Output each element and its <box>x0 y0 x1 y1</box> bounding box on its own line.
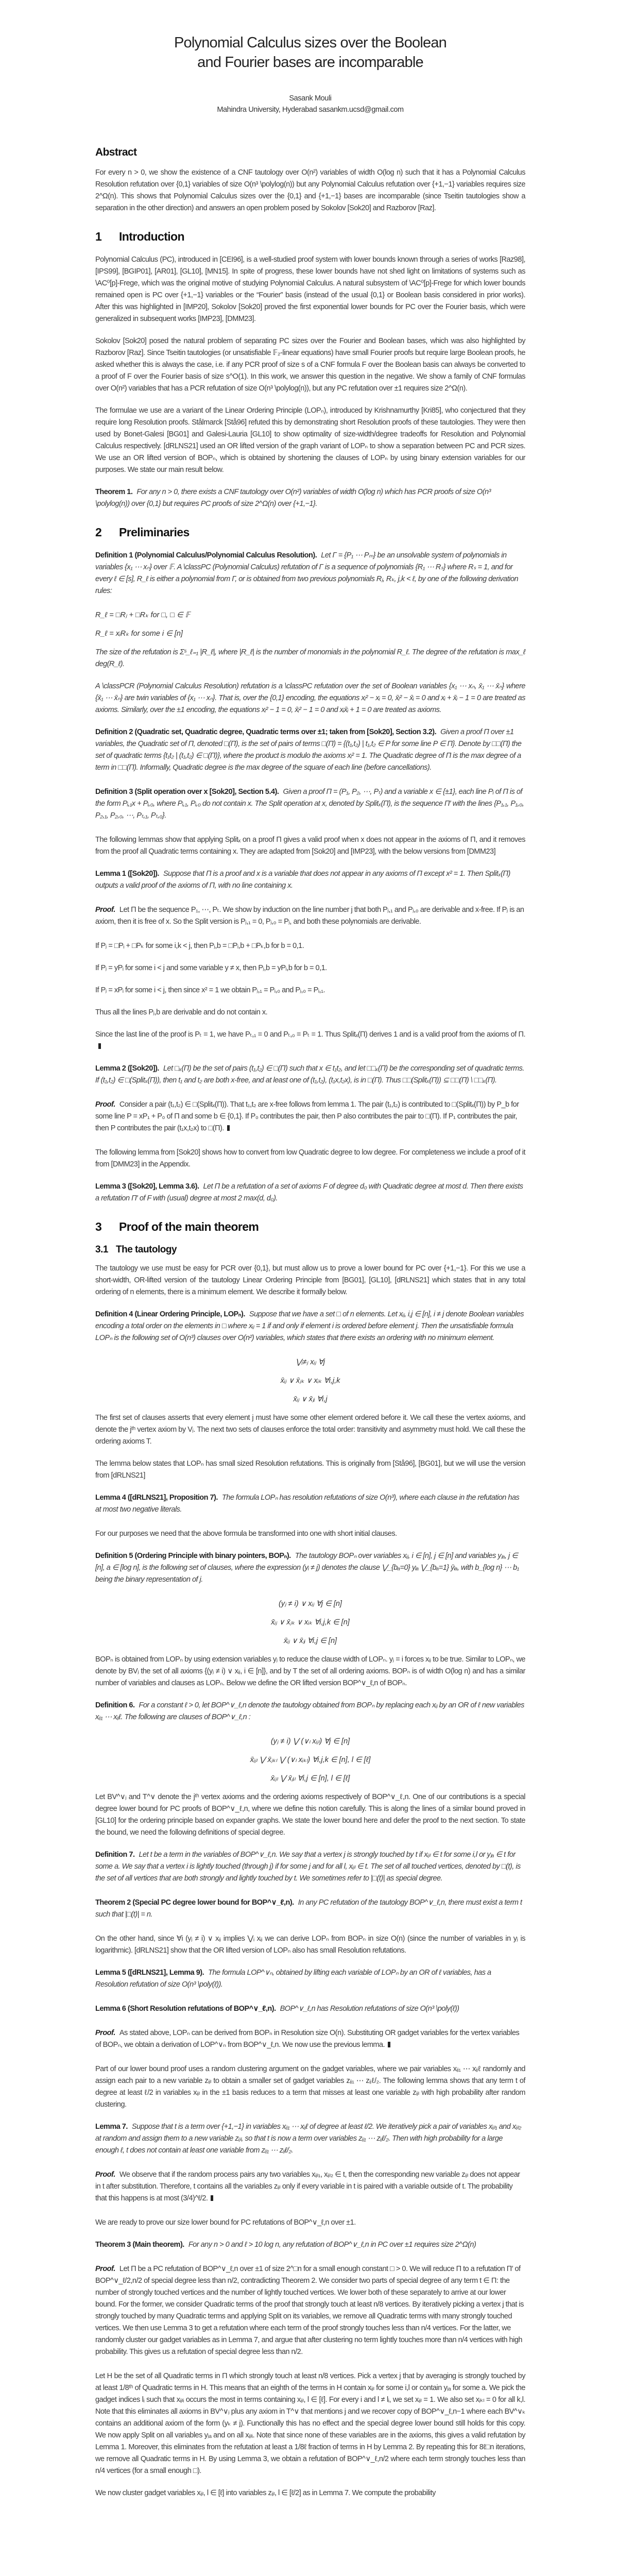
theorem-block <box>95 2003 525 2015</box>
theorem-block <box>95 1897 525 1921</box>
title-line: Polynomial Calculus sizes over the Boolean <box>174 35 447 51</box>
proof-block <box>95 2169 525 2205</box>
section-title: Introduction <box>119 230 184 243</box>
block-text: For any n > 0 and ℓ > 10 log n, any refutation of BOP^∨_ℓ,n in PC over ±1 requires size 2^Ω(n) <box>188 2241 476 2249</box>
section-title: The tautology <box>116 1244 177 1255</box>
paragraph: Sokolov [Sok20] posed the natural problem of separating PC sizes over the Fourier and Boolean bases, which was also highlighted by Razborov [Raz]. Since Tseitin tautologies (or unsatisfiable 𝔽₂-linear equations) have small Fourier proofs but require large Boolean proofs, he asked whether this is always the case, i.e. if any PCR proof of size s of a CNF formula F over the Boolean basis can always be converted to a proof of F over the Fourier basis of size s^O(1). In this work, we answer this question in the negative. We show a family of CNF formulas over O(n²) variables that has a PCR refutation of size O(n³ \polylog(n)), but any PC refutation over ±1 requires size 2^Ω(n). <box>95 337 525 393</box>
display-equation: x̄ᵢⱼₗ ⋁ x̄ⱼₖₗ ⋁ (∨ₗ xᵢₖₗ) ∀i,j,k ∈ [n], l ∈ [ℓ] <box>250 1756 371 1764</box>
block-text: Let □ₓ(Π) be the set of pairs (t₁,t₂) ∈ □(Π) such that x ∈ t₁t₂, and let □□ₓ(Π) be the corresponding set of quadratic terms. If (t₁,t₂) ∈ □(Splitₓ(Π)), then t₁ and t₂ are both x-free, and at least one of (t₁,t₂), (t₁x,t₂x), is in □(Π). Thus □□(Splitₓ(Π)) ⊆ □□(Π) \ □□ₓ(Π). <box>95 1064 524 1084</box>
block-text: Suppose that we have a set □ of n elements. Let xᵢⱼ, i,j ∈ [n], i ≠ j denote Boolean variables encoding a total order on the elements in □ where xᵢⱼ = 1 if and only if element i is ordered before element j. Then the unsatisfiable formula LOPₙ is the following set of O(n³) clauses over O(n²) variables, which states that there exists an ordering with no minimum element. <box>95 1310 524 1342</box>
paper-body <box>95 167 525 2499</box>
paragraph: The tautology we use must be easy for PCR over {0,1}, but must allow us to prove a lower bound for PC over {+1,−1}. For this we use a short-width, OR-lifted version of the tautology Linear Ordering Principle from [BG01], [GL10], [dRLNS21] which states that in any total ordering of n elements, there is a minimum element. We describe it formally below. <box>95 1264 525 1296</box>
author-affiliation: Mahindra University, Hyderabad sasankm.ucsd@gmail.com <box>217 106 404 114</box>
section-number: 2 <box>95 526 102 539</box>
qed-mark <box>227 1125 230 1131</box>
block-label: Theorem 1. <box>95 488 133 496</box>
block-label: Definition 7. <box>95 1851 135 1859</box>
display-equation: x̄ᵢⱼₗ ⋁ x̄ⱼᵢₗ ∀i,j ∈ [n], l ∈ [ℓ] <box>270 1774 350 1783</box>
block-label: Lemma 5 ([dRLNS21], Lemma 9). <box>95 1969 204 1977</box>
paragraph: We now cluster gadget variables xᵢⱼₗ, l ∈ [ℓ] into variables zᵢⱼₗ, l ∈ [ℓ/2] as in Lemma 7. We compute the probability <box>95 2489 436 2497</box>
paragraph: Polynomial Calculus (PC), introduced in [CEI96], is a well-studied proof system with lower bounds known through a series of works [Raz98], [IPS99], [BGIP01], [AR01], [GL10], [MN15]. In spite of progress, these lower bounds have not shed light on limitations of systems such as \AC⁰[p]-Frege, which was the original motive of studying Polynomial Calculus. A natural subsystem of \AC⁰[p]-Frege for which lower bounds remained open is PC over {+1,−1} variables or the “Fourier” basis (instead of the usual {0,1} or Boolean basis considered in prior works). After this was highlighted in [IMP20], Sokolov [Sok20] proved the first exponential lower bounds for PC over the Fourier basis, which were generalized in subsequent works [IMP23], [DMM23]. <box>95 256 525 323</box>
display-equation: x̄ᵢⱼ ∨ x̄ⱼᵢ ∀i,j <box>293 1395 328 1403</box>
section-title: Preliminaries <box>119 526 190 539</box>
paper-title <box>95 33 525 72</box>
paragraph-italic: A \classPCR (Polynomial Calculus Resolution) refutation is a \classPC refutation over the set of Boolean variables {x₁ ⋯ xₙ, x̄₁ ⋯ x̄ₙ} where {x̄₁ ⋯ x̄ₙ} are twin variables of {x₁ ⋯ xₙ}. That is, over the {0,1} encoding, the equations xᵢ² − xᵢ = 0, x̄ᵢ² − x̄ᵢ = 0 and xᵢ + x̄ᵢ − 1 = 0 are treated as axioms. Similarly, over the ±1 encoding, the equations xᵢ² − 1 = 0, x̄ᵢ² − 1 = 0 and xᵢx̄ᵢ + 1 = 0 are treated as axioms. <box>95 682 525 714</box>
theorem-block <box>95 726 525 774</box>
block-text: As stated above, LOPₙ can be derived from BOPₙ in Resolution size O(n). Substituting OR gadget variables for the vertex variables of BOPₙ, we obtain a derivation of LOP^∨ₙ from BOP^∨_ℓ,n. We now use the previous lemma. <box>95 2029 520 2049</box>
block-text: Consider a pair (t₁,t₂) ∈ □(Splitₓ(Π)). That t₁,t₂ are x-free follows from lemma 1. The pair (t₁,t₂) is contributed to □(Splitₓ(Π)) by P_b for some line P = xP₁ + P₀ of Π and some b ∈ {0,1}. If P₀ contributes the pair, then P also contributes the pair to □(Π). If P₁ contributes the pair, then P contributes the pair (t₁x,t₂x) to □(Π). <box>95 1100 519 1132</box>
block-label: Theorem 3 (Main theorem). <box>95 2241 184 2249</box>
proof-block <box>95 2027 525 2051</box>
theorem-block <box>95 1492 525 1516</box>
qed-mark <box>211 2195 213 2201</box>
block-text: The formula LOP^∨ₙ, obtained by lifting each variable of LOPₙ by an OR of ℓ variables, has a Resolution refutation of size O(n³ \poly(ℓ)). <box>95 1969 491 1989</box>
theorem-block <box>95 1063 525 1087</box>
display-equation: x̄ᵢⱼ ∨ x̄ⱼₖ ∨ xᵢₖ ∀i,j,k ∈ [n] <box>271 1618 350 1626</box>
proof-conclusion <box>95 1029 525 1053</box>
paragraph-italic: The size of the refutation is Σˢ_ℓ₌₁ |R_ℓ|, where |R_ℓ| is the number of monomials in the polynomial R_ℓ. The degree of the refutation is max_ℓ deg(R_ℓ). <box>95 648 525 668</box>
block-text: Let Π be a refutation of a set of axioms F of degree d₀ with Quadratic degree at most d. Then there exists a refutation Π′ of F with (usual) degree at most 2 max(d, d₀). <box>95 1182 523 1202</box>
paragraph: BOPₙ is obtained from LOPₙ by using extension variables yⱼ to reduce the clause width of LOPₙ. yⱼ = i forces xᵢⱼ to be true. Similar to LOPₙ, we denote by BVⱼ the set of all axioms {(yⱼ ≠ i) ∨ xᵢⱼ, i ∈ [n]}, and by T the set of all ordering axioms. BOPₙ is of width O(log n) and has a similar number of variables and clauses as LOPₙ. Below we define the OR lifted version BOP^∨_ℓ,n of BOPₙ. <box>95 1655 525 1687</box>
paragraph: The lemma below states that LOPₙ has small sized Resolution refutations. This is originally from [Stå96], [BG01], but we will use the version from [dRLNS21] <box>95 1460 525 1480</box>
block-label: Lemma 1 ([Sok20]). <box>95 870 159 878</box>
title-line: and Fourier bases are incomparable <box>197 54 423 71</box>
block-text: Given a proof Π = (P₁, P₂, ⋯, Pₜ) and a variable x ∈ {±1}, each line Pᵢ of Π is of the form Pᵢ,₁x + Pᵢ,₀, where Pᵢ,₁, Pᵢ,₀ do not contain x. The Split operation at x, denoted by Splitₓ(Π), is the sequence Π′ with the lines {P₁,₁, P₁,₀, P₂,₁, P₂,₀, ⋯, Pₜ,₁, Pₜ,₀}. <box>95 788 524 820</box>
block-label: Definition 6. <box>95 1701 135 1709</box>
block-text: The tautology BOPₙ over variables xᵢⱼ, i ∈ [n], j ∈ [n] and variables yⱼₐ, j ∈ [n], a ∈ [log n], is the following set of clauses, where the expression (yᵢ ≠ j) denotes the clause ⋁_{bₐ=0} yᵢₐ ⋁_{bₐ=1} ȳᵢₐ, with b_{log n} ⋯ b₁ being the binary representation of j. <box>95 1552 519 1584</box>
paragraph: Let BV^∨ⱼ and T^∨ denote the jᵗʰ vertex axioms and the ordering axioms respectively of BOP^∨_ℓ,n. One of our contributions is a special degree lower bound for PC proofs of BOP^∨_ℓ,n, where we define this notion carefully. This is along the lines of a similar bound proved in [GL10] for the ordering principle based on expander graphs. We state the lower bound here and defer the proof to the next section. To state the bound, we need the following definitions of special degree. <box>95 1793 525 1837</box>
block-label: Proof. <box>95 2029 115 2037</box>
block-label: Proof. <box>95 906 115 914</box>
author-name: Sasank Mouli <box>289 94 332 103</box>
display-equation: R_ℓ = xᵢRₖ for some i ∈ [n] <box>95 630 183 638</box>
block-label: Proof. <box>95 1100 115 1109</box>
block-text: Let Γ = {P₁ ⋯ Pₘ} be an unsolvable system of polynomials in variables {x₁ ⋯ xₙ} over 𝔽. A \classPC (Polynomial Calculus) refutation of Γ is a sequence of polynomials {R₁ ⋯ Rₛ} where Rₛ = 1, and for every ℓ ∈ [s], R_ℓ is either a polynomial from Γ, or is obtained from two previous polynomials Rⱼ, Rₖ, j,k < ℓ, by one of the following derivation rules: <box>95 551 519 595</box>
theorem-block <box>95 1550 525 1586</box>
block-label: Lemma 6 (Short Resolution refutations of BOP^∨_ℓ,n). <box>95 2005 276 2013</box>
qed-mark <box>388 2042 390 2047</box>
display-equation: x̄ᵢⱼ ∨ x̄ⱼₖ ∨ xᵢₖ ∀i,j,k <box>280 1377 340 1385</box>
section-number: 3 <box>95 1220 102 1233</box>
proof-block <box>95 904 525 928</box>
block-label: Definition 5 (Ordering Principle with binary pointers, BOPₙ). <box>95 1552 291 1560</box>
section-number: 1 <box>95 230 102 243</box>
paragraph: Let H be the set of all Quadratic terms in Π which strongly touch at least n/8 vertices. Pick a vertex j that by averaging is strongly touched by at least 1/8ᵗʰ of Quadratic terms in H. This means that an eighth of the terms in H contain xᵢⱼₗ for some i,l or contain yⱼₐ for some a. We pick the gadget indices lᵢ such that xᵢⱼₗᵢ occurs the most in terms containing xᵢⱼₗ, l ∈ [ℓ]. For every i and l ≠ lᵢ, we set xᵢⱼₗ = 1. We also set xⱼₖₗ = 0 for all k,l. Note that this eliminates all axioms in BV^∨ⱼ plus any axiom in T^∨ that mentions j and we recover copy of BOP^∨_ℓ,n−1 where each BV^∨ₖ contains an additional axiom of the form (yₖ ≠ j). Functionally this has no effect and the special degree lower bound still holds for this copy. We now apply Split on all variables yⱼₐ and on all xᵢⱼₗᵢ. Note that since none of these variables are in the axioms, this gives a valid refutation by Lemma 1. Moreover, this eliminates from the refutation at least a 1/8ℓ fraction of terms in H by Lemma 2. By repeating this for 8ℓ□n iterations, we remove all Quadratic terms in H. By using Lemma 3, we obtain a refutation of BOP^∨_ℓ,n/2 where each term strongly touches less than n/4 vertices (for a small enough □). <box>95 2372 525 2475</box>
section-number: 3.1 <box>95 1244 108 1255</box>
block-text: Let Π be a PC refutation of BOP^∨_ℓ,n over ±1 of size 2^□n for a small enough constant □ > 0. We will reduce Π to a refutation Π′ of BOP^∨_ℓ/2,n/2 of special degree less than n/2, contradicting Theorem 2. We consider two parts of special degree of any term t ∈ Π: the number of strongly touched vertices and the number of lightly touched vertices. We lower both of these separately to arrive at our lower bound. For the former, we consider Quadratic terms of the proof that strongly touch at least n/8 vertices. By iteratively picking a vertex j that is strongly touched by many Quadratic terms and applying Split on its variables, we remove all Quadratic terms with many strongly touched vertices. We then use Lemma 3 to get a refutation where each term of the proof strongly touches less than n/4 vertices. For the latter, we randomly cluster our gadget variables as in Lemma 7, and argue that after clustering no term lightly touches more than n/4 vertices with high probability. This gives us a refutation of special degree less than n/2. <box>95 2265 524 2356</box>
proof-block <box>95 2263 525 2358</box>
paragraph: On the other hand, since ∀i (yⱼ ≠ i) ∨ xᵢⱼ implies ⋁ᵢ xᵢⱼ we can derive LOPₙ from BOPₙ in size O(n) (since the number of variables in yⱼ is logarithmic). [dRLNS21] show that the OR lifted version of LOPₙ also has small Resolution refutations. <box>95 1935 525 1955</box>
paragraph-text: Since the last line of the proof is Pₜ = 1, we have Pₜ,₁ = 0 and Pₜ,₀ = Pₜ = 1. Thus Splitₓ(Π) derives 1 and is a valid proof from the axioms of Π. <box>95 1030 525 1039</box>
theorem-block <box>95 2239 525 2251</box>
subsection-heading <box>95 1244 525 1256</box>
block-label: Definition 1 (Polynomial Calculus/Polynomial Calculus Resolution). <box>95 551 317 560</box>
section-heading <box>95 1220 525 1234</box>
theorem-block <box>95 486 525 510</box>
section-heading <box>95 526 525 539</box>
block-label: Lemma 4 ([dRLNS21], Proposition 7). <box>95 1494 218 1502</box>
theorem-block <box>95 868 525 892</box>
paragraph: If Pⱼ = yPᵢ for some i < j and some variable y ≠ x, then Pⱼ,b = yPᵢ,b for b = 0,1. <box>95 964 327 972</box>
theorem-block <box>95 550 525 597</box>
theorem-block <box>95 1967 525 1991</box>
display-equation: x̄ᵢⱼ ∨ x̄ⱼᵢ ∀i,j ∈ [n] <box>283 1637 337 1645</box>
block-text: Given a proof Π over ±1 variables, the Quadratic set of Π, denoted □(Π), is the set of pairs of terms □(Π) = {(t₁,t₂) | t₁,t₂ ∈ P for some line P ∈ Π}. Denote by □□(Π) the set of quadratic terms {t₁t₂ | (t₁,t₂) ∈ □(Π)}, where the product is modulo the axioms xᵢ² = 1. The Quadratic degree of Π is the max degree of a term in □□(Π). Informally, Quadratic degree is the max degree of the square of each line (before cancellations). <box>95 728 522 772</box>
block-text: In any PC refutation of the tautology BOP^∨_ℓ,n, there must exist a term t such that |□(t)| = n. <box>95 1899 522 1919</box>
paragraph: The following lemmas show that applying Splitₓ on a proof Π gives a valid proof when x does not appear in the axioms of Π, and it removes from the proof all Quadratic terms containing x. They are adapted from [Sok20] and [IMP23], with the below versions from [DMM23] <box>95 836 525 856</box>
display-equation: ⋁ᵢ≠ⱼ xᵢⱼ ∀j <box>296 1358 325 1366</box>
paper-page <box>95 0 525 2499</box>
qed-mark <box>98 1043 101 1049</box>
abstract-text: For every n > 0, we show the existence of a CNF tautology over O(n²) variables of width O(log n) such that it has a Polynomial Calculus Resolution refutation over {0,1} variables of size O(n³ \polylog(n)) but any Polynomial Calculus refutation over {+1,−1} variables requires size 2^Ω(n). This shows that Polynomial Calculus sizes over the {0,1} and {+1,−1} bases are incomparable (since Tseitin tautologies show a separation in the other direction) and answers an open problem posed by Sokolov [Sok20] and Razborov [Raz]. <box>95 168 525 212</box>
theorem-block <box>95 786 525 822</box>
block-text: We observe that if the random process pairs any two variables xᵢⱼₗ₁, xᵢⱼₗ₂ ∈ t, then the corresponding new variable zᵢⱼₗ does not appear in t after substitution. Therefore, t contains all the variables zᵢⱼₗ only if every variable in t is paired with a variable outside of t. The probability that this happens is at most (3/4)^ℓ/2. <box>95 2171 520 2202</box>
paragraph: The first set of clauses asserts that every element j must have some other element ordered before it. We call these the vertex axioms, and denote the jᵗʰ vertex axiom by Vⱼ. The next two sets of clauses enforce the total order: transitivity and asymmetry must hold. We call these the ordering axioms T. <box>95 1414 525 1446</box>
block-text: Suppose that Π is a proof and x is a variable that does not appear in any axioms of Π except x² = 1. Then Splitₓ(Π) outputs a valid proof of the axioms of Π, with no line containing x. <box>95 870 510 890</box>
paragraph: If Pⱼ = xPᵢ for some i < j, then since x² = 1 we obtain Pⱼ,₁ = Pᵢ,₀ and Pⱼ,₀ = Pᵢ,₁. <box>95 986 325 994</box>
theorem-block <box>95 1700 525 1723</box>
section-title: Proof of the main theorem <box>119 1220 259 1233</box>
block-label: Proof. <box>95 2265 115 2273</box>
block-label: Lemma 3 ([Sok20], Lemma 3.6). <box>95 1182 199 1191</box>
block-label: Definition 4 (Linear Ordering Principle, LOPₙ). <box>95 1310 245 1318</box>
block-label: Proof. <box>95 2171 115 2179</box>
block-text: Suppose that t is a term over {+1,−1} in variables xᵢⱼ₁ ⋯ xᵢⱼℓ of degree at least ℓ/2. We iteratively pick a pair of variables xᵢⱼₗ₁ and xᵢⱼₗ₂ at random and assign them to a new variable zᵢⱼₗ, so that t is now a term over variables zᵢⱼ₁ ⋯ zᵢⱼℓ/₂. Then with high probability for a large enough ℓ, t does not contain at least one variable from zᵢⱼ₁ ⋯ zᵢⱼℓ/₂. <box>95 2123 521 2155</box>
display-equation: R_ℓ = □Rⱼ + □Rₖ for □, □ ∈ 𝔽 <box>95 611 191 619</box>
paragraph: The formulae we use are a variant of the Linear Ordering Principle (LOPₙ), introduced by Krishnamurthy [Kri85], who conjectured that they require long Resolution proofs. Stålmarck [Stå96] refuted this by demonstrating short Resolution proofs of these tautologies. They were then used by Bonet-Galesi [BG01] and Galesi-Lauria [GL10] to show optimality of size-width/degree tradeoffs for Resolution and Polynomial Calculus respectively. [dRLNS21] used an OR lifted version of the graph variant of LOPₙ to show a separation between PC and PCR sizes. We use an OR lifted version of BOPₙ, which is obtained by shortening the clauses of LOPₙ by using binary extension variables for our purposes. We state our main result below. <box>95 406 525 474</box>
paragraph: If Pⱼ = □Pᵢ + □Pₖ for some i,k < j, then Pⱼ,b = □Pᵢ,b + □Pₖ,b for b = 0,1. <box>95 942 304 950</box>
block-text: BOP^∨_ℓ,n has Resolution refutations of size O(n³ \poly(ℓ)) <box>280 2005 459 2013</box>
theorem-block <box>95 1849 525 1885</box>
paragraph: For our purposes we need that the above formula be transformed into one with short initial clauses. <box>95 1530 397 1538</box>
paragraph: Part of our lower bound proof uses a random clustering argument on the gadget variables, where we pair variables xᵢⱼ₁ ⋯ xᵢⱼℓ randomly and assign each pair to a new variable zᵢⱼₗ to obtain a smaller set of gadget variables zᵢⱼ₁ ⋯ zᵢⱼℓ/₂. The following lemma shows that any term t of degree at least ℓ/2 in variables xᵢⱼₗ in the ±1 basis reduces to a term that misses at least one variable zᵢⱼₗ with high probability after random clustering. <box>95 2065 525 2109</box>
paragraph: We are ready to prove our size lower bound for PC refutations of BOP^∨_ℓ,n over ±1. <box>95 2218 356 2227</box>
section-heading <box>95 230 525 244</box>
block-label: Theorem 2 (Special PC degree lower bound for BOP^∨_ℓ,n). <box>95 1899 294 1907</box>
block-text: For a constant ℓ > 0, let BOP^∨_ℓ,n denote the tautology obtained from BOPₙ by replacing each xᵢⱼ by an OR of ℓ new variables xᵢⱼ₁ ⋯ xᵢⱼℓ. The following are clauses of BOP^∨_ℓ,n : <box>95 1701 524 1721</box>
block-text: Let Π be the sequence P₁, ⋯, Pₜ. We show by induction on the line number j that both Pⱼ,₁ and Pⱼ,₀ are derivable and x-free. If Pⱼ is an axiom, then it is free of x. So the Split version is Pⱼ,₁ = 0, Pⱼ,₀ = Pⱼ, and both these polynomials are derivable. <box>95 906 524 926</box>
block-text: For any n > 0, there exists a CNF tautology over O(n²) variables of width O(log n) which has PCR proofs of size O(n³ \polylog(n)) over {0,1} but requires PC proofs of size 2^Ω(n) over {+1,−1}. <box>95 488 491 508</box>
paragraph: The following lemma from [Sok20] shows how to convert from low Quadratic degree to low degree. For completeness we include a proof of it from [DMM23] in the Appendix. <box>95 1148 525 1168</box>
block-label: Lemma 2 ([Sok20]). <box>95 1064 159 1073</box>
block-text: The formula LOPₙ has resolution refutations of size O(n³), where each clause in the refutation has at most two negative literals. <box>95 1494 520 1514</box>
display-equation: (yⱼ ≠ i) ⋁ (∨ₗ xᵢⱼₗ) ∀j ∈ [n] <box>270 1737 350 1745</box>
theorem-block <box>95 1181 525 1205</box>
theorem-block <box>95 1309 525 1344</box>
block-label: Definition 3 (Split operation over x [Sok20], Section 5.4). <box>95 788 279 796</box>
proof-block <box>95 1099 525 1134</box>
abstract-heading: Abstract <box>95 146 137 158</box>
block-label: Lemma 7. <box>95 2123 128 2131</box>
display-equation: (yⱼ ≠ i) ∨ xᵢⱼ ∀j ∈ [n] <box>279 1600 342 1608</box>
block-text: Let t be a term in the variables of BOP^∨_ℓ,n. We say that a vertex j is strongly touched by t if xᵢⱼₗ ∈ t for some i,l or yⱼₐ ∈ t for some a. We say that a vertex i is lightly touched (through j) if for some j and for all l, xᵢⱼₗ ∈ t. The set of all touched vertices, denoted by □(t), is the set of all vertices that are both strongly and lightly touched by t. We sometimes refer to |□(t)| as special degree. <box>95 1851 521 1883</box>
paragraph: Thus all the lines Pⱼ,b are derivable and do not contain x. <box>95 1008 268 1016</box>
block-label: Definition 2 (Quadratic set, Quadratic degree, Quadratic terms over ±1; taken from [Sok20], Section 3.2). <box>95 728 437 736</box>
theorem-block <box>95 2121 525 2157</box>
